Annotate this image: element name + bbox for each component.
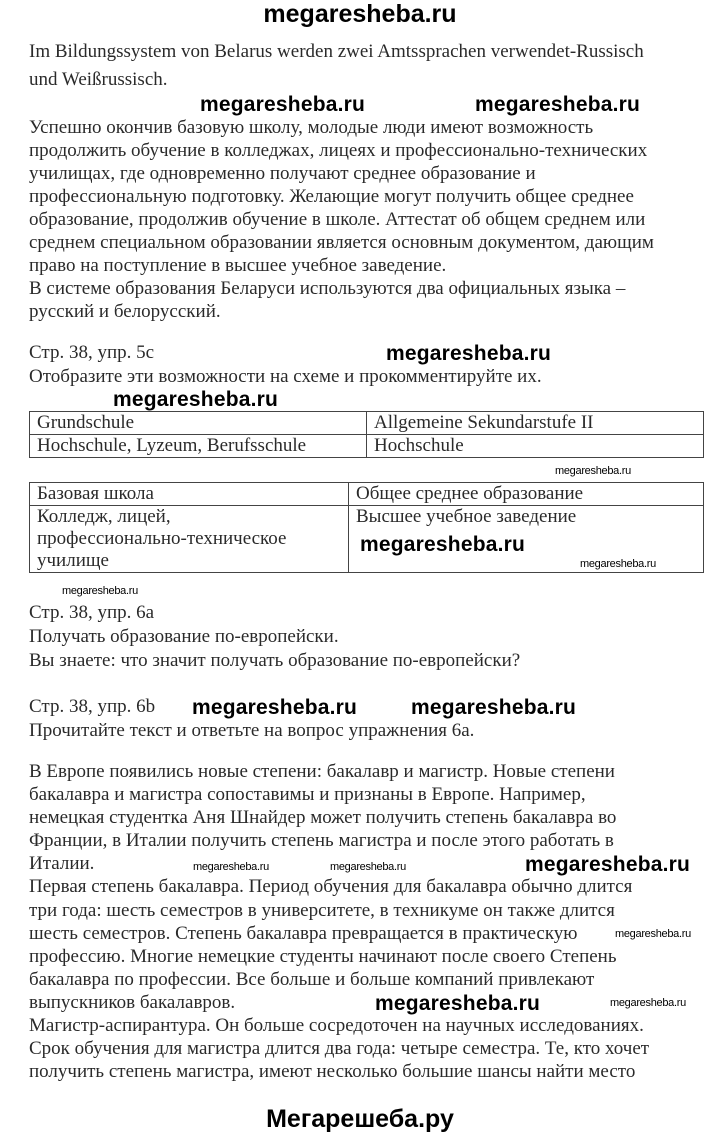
table-cell: Базовая школа <box>30 483 349 506</box>
exercise-5c-task: Отобразите эти возможности на схеме и прокомментируйте их. <box>29 366 542 387</box>
table-cell: Hochschule <box>367 435 704 458</box>
watermark: megaresheba.ru <box>580 558 656 570</box>
text-line: получить степень магистра, имеют несколько большие шансы найти место <box>29 1061 636 1082</box>
text-line: выпускников бакалавров. <box>29 992 236 1013</box>
site-footer: Мегарешеба.ру <box>266 1105 454 1133</box>
table-cell: Grundschule <box>30 412 367 435</box>
watermark: megaresheba.ru <box>200 93 366 116</box>
text-line: три года: шесть семестров в университете, в техникуме он также длится <box>29 900 615 921</box>
text-line: шесть семестров. Степень бакалавра превращается в практическую <box>29 923 578 944</box>
intro-ru-line: училищах, где одновременно получают среднее образование и <box>29 163 536 184</box>
watermark: megaresheba.ru <box>525 853 691 876</box>
text-line: Магистр-аспирантура. Он больше сосредоточен на научных исследованиях. <box>29 1015 644 1036</box>
exercise-6b-task: Прочитайте текст и ответьте на вопрос упражнения 6a. <box>29 720 475 741</box>
intro-ru-line: Успешно окончив базовую школу, молодые люди имеют возможность <box>29 117 594 138</box>
intro-ru-line: образование, продолжив обучение в школе. Аттестат об общем среднем или <box>29 209 646 230</box>
exercise-6b-heading: Стр. 38, упр. 6b <box>29 696 156 717</box>
table-row <box>30 412 704 435</box>
watermark: megaresheba.ru <box>62 585 138 597</box>
watermark: megaresheba.ru <box>330 861 406 873</box>
table-row <box>30 435 704 458</box>
cell-line: Колледж, лицей, <box>37 506 171 527</box>
text-line: Первая степень бакалавра. Период обучения для бакалавра обычно длится <box>29 876 633 897</box>
watermark: megaresheba.ru <box>610 997 686 1009</box>
text-line: В Европе появились новые степени: бакалавр и магистр. Новые степени <box>29 761 615 782</box>
watermark: megaresheba.ru <box>113 388 279 411</box>
text-line: немецкая студентка Аня Шнайдер может получить степень бакалавра во <box>29 807 617 828</box>
intro-ru-line: В системе образования Беларуси используются два официальных языка – <box>29 278 626 299</box>
text-line: профессию. Многие немецкие студенты начинают после своего Степень <box>29 946 617 967</box>
exercise-6a-line: Вы знаете: что значит получать образование по-европейски? <box>29 650 521 671</box>
text-line: Франции, в Италии получить степень магистра и после этого работать в <box>29 830 614 851</box>
watermark: megaresheba.ru <box>375 992 541 1015</box>
watermark: megaresheba.ru <box>555 465 631 477</box>
exercise-5c-heading: Стр. 38, упр. 5c <box>29 342 155 363</box>
watermark: megaresheba.ru <box>386 342 552 365</box>
intro-ru-line: право на поступление в высшее учебное заведение. <box>29 255 447 276</box>
table-cell: Hochschule, Lyzeum, Berufsschule <box>30 435 367 458</box>
exercise-6a-line: Получать образование по-европейски. <box>29 626 339 647</box>
intro-de-line: und Weißrussisch. <box>29 69 168 90</box>
text-line: Срок обучения для магистра длится два года: четыре семестра. Те, кто хочет <box>29 1038 650 1059</box>
text-line: бакалавра и магистра сопоставимы и признаны в Европе. Например, <box>29 784 586 805</box>
table-german <box>29 411 704 458</box>
intro-ru-line: продолжить обучение в колледжах, лицеях и профессионально-технических <box>29 140 648 161</box>
table-cell: Высшее учебное заведение <box>349 506 704 573</box>
cell-line: профессионально-техническое <box>37 528 287 549</box>
text-line: Италии. <box>29 853 95 874</box>
table-cell: Allgemeine Sekundarstufe II <box>367 412 704 435</box>
intro-de-line: Im Bildungssystem von Belarus werden zwei Amtssprachen verwendet-Russisch <box>29 41 644 62</box>
intro-ru-line: русский и белорусский. <box>29 301 221 322</box>
cell-line: училище <box>37 550 109 571</box>
watermark: megaresheba.ru <box>411 696 577 719</box>
table-cell <box>30 506 349 573</box>
watermark: megaresheba.ru <box>615 928 691 940</box>
text-line: бакалавра по профессии. Все больше и больше компаний привлекают <box>29 969 595 990</box>
intro-ru-line: среднем специальном образовании является основным документом, дающим <box>29 232 654 253</box>
watermark: megaresheba.ru <box>475 93 641 116</box>
watermark: megaresheba.ru <box>193 861 269 873</box>
intro-ru-line: профессиональную подготовку. Желающие могут получить общее среднее <box>29 186 634 207</box>
exercise-6a-heading: Стр. 38, упр. 6a <box>29 602 155 623</box>
table-row <box>30 483 704 506</box>
site-header: megaresheba.ru <box>263 0 457 28</box>
table-cell: Общее среднее образование <box>349 483 704 506</box>
watermark: megaresheba.ru <box>360 533 526 556</box>
watermark: megaresheba.ru <box>192 696 358 719</box>
